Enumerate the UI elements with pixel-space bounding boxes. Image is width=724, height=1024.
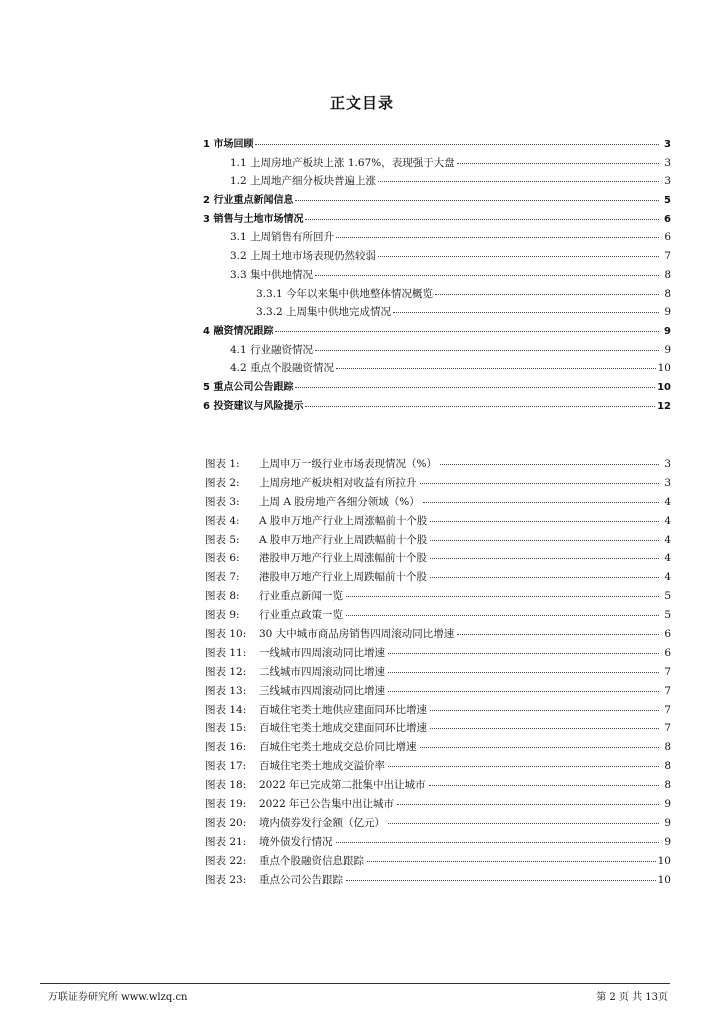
figure-entry-label: 图表 22: [205,854,247,867]
figure-entry-page: 4 [664,495,671,508]
toc-entry-page: 7 [664,250,671,263]
page-title: 正文目录 [329,94,394,112]
figure-entry-title: 重点公司公告跟踪 [259,873,343,886]
toc-leader-dots [295,188,659,201]
figure-leader-dots [429,773,659,786]
figure-entry-label: 图表 16: [205,741,247,754]
footer-source: 万联证券研究所 www.wlzq.cn [48,992,188,1003]
figure-entry-page: 4 [664,552,671,565]
figure-entry-page: 3 [664,458,671,470]
figure-entry-page: 8 [664,741,671,754]
figure-entry-page: 9 [664,798,671,811]
footer-divider [40,983,670,984]
toc-entry-page: 8 [664,287,671,300]
figure-entry-page: 10 [657,873,671,886]
figure-entry-label: 图表 3: [205,495,240,508]
toc-leader-dots [378,169,659,182]
figure-leader-dots [430,546,659,559]
toc-entry-page: 9 [664,343,671,356]
figure-entry-title: A 股申万地产行业上周跌幅前十个股 [259,533,428,546]
toc-entry-title: 1 市场回顾 [203,139,254,150]
figure-entry-title: 2022 年已公告集中出让城市 [259,798,395,811]
figure-leader-dots [430,698,659,711]
toc-entry[interactable] [203,396,671,415]
toc-entry-title: 5 重点公司公告跟踪 [203,381,294,393]
figure-entry-title: 上周申万一级行业市场表现情况（%） [259,458,437,470]
figure-entry-title: 境外债发行情况 [259,835,333,848]
toc-entry-page: 3 [664,139,671,150]
toc-entry-title: 1.2 上周地产细分板块普遍上涨 [230,175,377,188]
figure-entry-label: 图表 23: [205,873,247,886]
figure-leader-dots [346,603,659,616]
figure-entry-page: 6 [664,628,671,641]
figure-entry-title: 百城住宅类土地成交溢价率 [259,760,385,773]
figure-entry-label: 图表 1: [205,458,240,470]
toc-entry-page: 9 [664,306,671,319]
toc-leader-dots [305,394,655,407]
figure-leader-dots [346,868,656,881]
figure-index [205,454,671,888]
figure-entry-page: 7 [664,703,671,716]
toc-entry-page: 6 [664,231,671,244]
toc-entry-page: 3 [664,156,671,169]
figure-leader-dots [420,471,660,484]
figure-entry-title: 2022 年已完成第二批集中出让城市 [259,779,426,792]
figure-leader-dots [440,452,659,465]
toc-entry-title: 4.2 重点个股融资情况 [230,362,335,375]
figure-entry-page: 7 [664,722,671,735]
figure-entry-title: 三线城市四周滚动同比增速 [259,684,385,697]
toc-entry-page: 10 [657,381,671,393]
toc-entry-title: 3.2 上周土地市场表现仍然较弱 [230,250,377,263]
figure-leader-dots [397,792,659,805]
figure-leader-dots [388,641,659,654]
figure-entry-title: 港股申万地产行业上周涨幅前十个股 [259,552,427,565]
figure-leader-dots [457,622,659,635]
figure-entry-label: 图表 7: [205,571,240,584]
toc-leader-dots [336,356,656,369]
toc-entry-page: 9 [664,325,671,337]
figure-entry-label: 图表 5: [205,533,240,546]
figure-entry-page: 4 [664,533,671,546]
figure-entry-page: 4 [664,571,671,584]
figure-entry-title: 一线城市四周滚动同比增速 [259,646,385,659]
figure-entry-page: 5 [664,590,671,603]
figure-entry-page: 9 [664,835,671,848]
toc-leader-dots [315,338,659,351]
figure-entry-title: 境内债券发行金额（亿元） [259,816,385,829]
figure-entry-title: 百城住宅类土地供应建面同环比增速 [259,703,427,716]
figure-entry-page: 8 [664,760,671,773]
toc-entry-title: 3.3.1 今年以来集中供地整体情况概览 [256,287,434,300]
figure-entry-title: 上周 A 股房地产各细分领域（%） [259,495,420,508]
figure-leader-dots [430,716,659,729]
figure-entry-label: 图表 17: [205,760,247,773]
toc-leader-dots [457,151,659,164]
figure-entry-label: 图表 20: [205,816,247,829]
figure-leader-dots [420,735,660,748]
footer-page-number: 第 2 页 共 13页 [596,992,668,1003]
toc-entry-title: 3.3 集中供地情况 [230,268,314,281]
figure-leader-dots [388,811,659,824]
figure-entry[interactable] [205,870,671,889]
figure-entry-label: 图表 2: [205,476,240,489]
figure-entry-label: 图表 11: [205,646,247,659]
figure-entry-page: 4 [664,514,671,527]
table-of-contents [203,134,671,414]
figure-entry-page: 10 [657,854,671,867]
figure-entry-title: 上周房地产板块相对收益有所拉升 [259,476,417,489]
figure-entry-title: A 股申万地产行业上周涨幅前十个股 [259,514,428,527]
figure-entry-label: 图表 21: [205,835,247,848]
figure-entry-title: 行业重点新闻一览 [259,590,343,603]
figure-entry-label: 图表 4: [205,514,240,527]
toc-leader-dots [435,282,659,295]
figure-entry-label: 图表 14: [205,703,247,716]
figure-entry-label: 图表 8: [205,590,240,603]
figure-entry-label: 图表 15: [205,722,247,735]
toc-entry-title: 1.1 上周房地产板块上涨 1.67%，表现强于大盘 [230,156,455,169]
figure-entry-title: 30 大中城市商品房销售四周滚动同比增速 [259,628,455,641]
toc-entry-title: 6 投资建议与风险提示 [203,400,304,412]
toc-leader-dots [305,207,659,220]
figure-leader-dots [367,849,656,862]
toc-leader-dots [275,319,659,332]
figure-entry-page: 5 [664,609,671,622]
figure-entry-page: 7 [664,665,671,678]
figure-entry-label: 图表 13: [205,684,247,697]
figure-entry-label: 图表 6: [205,552,240,565]
toc-entry-title: 3.1 上周销售有所回升 [230,231,335,244]
toc-entry-title: 4.1 行业融资情况 [230,343,314,356]
toc-entry-page: 5 [664,195,671,207]
toc-entry-page: 10 [657,362,671,375]
toc-leader-dots [315,263,659,276]
figure-entry-page: 7 [664,684,671,697]
figure-entry-label: 图表 18: [205,779,247,792]
figure-entry-title: 重点个股融资信息跟踪 [259,854,364,867]
toc-entry-title: 3.3.2 上周集中供地完成情况 [256,306,392,319]
figure-leader-dots [388,660,659,673]
figure-leader-dots [430,509,659,522]
figure-leader-dots [336,830,660,843]
figure-leader-dots [423,490,659,503]
figure-entry-page: 8 [664,779,671,792]
toc-leader-dots [295,375,655,388]
toc-entry-page: 8 [664,268,671,281]
figure-entry-title: 港股申万地产行业上周跌幅前十个股 [259,571,427,584]
figure-entry-label: 图表 12: [205,665,247,678]
toc-entry-page: 12 [657,400,671,412]
figure-entry-label: 图表 19: [205,798,247,811]
figure-leader-dots [346,584,659,597]
figure-leader-dots [388,754,659,767]
toc-entry-title: 2 行业重点新闻信息 [203,195,294,207]
toc-leader-dots [378,244,659,257]
figure-entry-page: 3 [664,476,671,489]
toc-leader-dots [393,300,659,313]
toc-leader-dots [336,225,659,238]
toc-entry-page: 3 [664,175,671,188]
figure-entry-title: 二线城市四周滚动同比增速 [259,665,385,678]
toc-entry-page: 6 [664,213,671,225]
figure-entry-title: 百城住宅类土地成交总价同比增速 [259,741,417,754]
toc-entry-title: 3 销售与土地市场情况 [203,213,304,225]
toc-entry-title: 4 融资情况跟踪 [203,325,274,337]
figure-leader-dots [430,528,659,541]
figure-entry-label: 图表 9: [205,609,240,622]
toc-leader-dots [255,132,659,145]
figure-entry-title: 百城住宅类土地成交建面同环比增速 [259,722,427,735]
figure-entry-page: 9 [664,816,671,829]
figure-entry-label: 图表 10: [205,628,247,641]
figure-leader-dots [388,679,659,692]
figure-entry-page: 6 [664,646,671,659]
figure-entry-title: 行业重点政策一览 [259,609,343,622]
figure-leader-dots [430,565,659,578]
